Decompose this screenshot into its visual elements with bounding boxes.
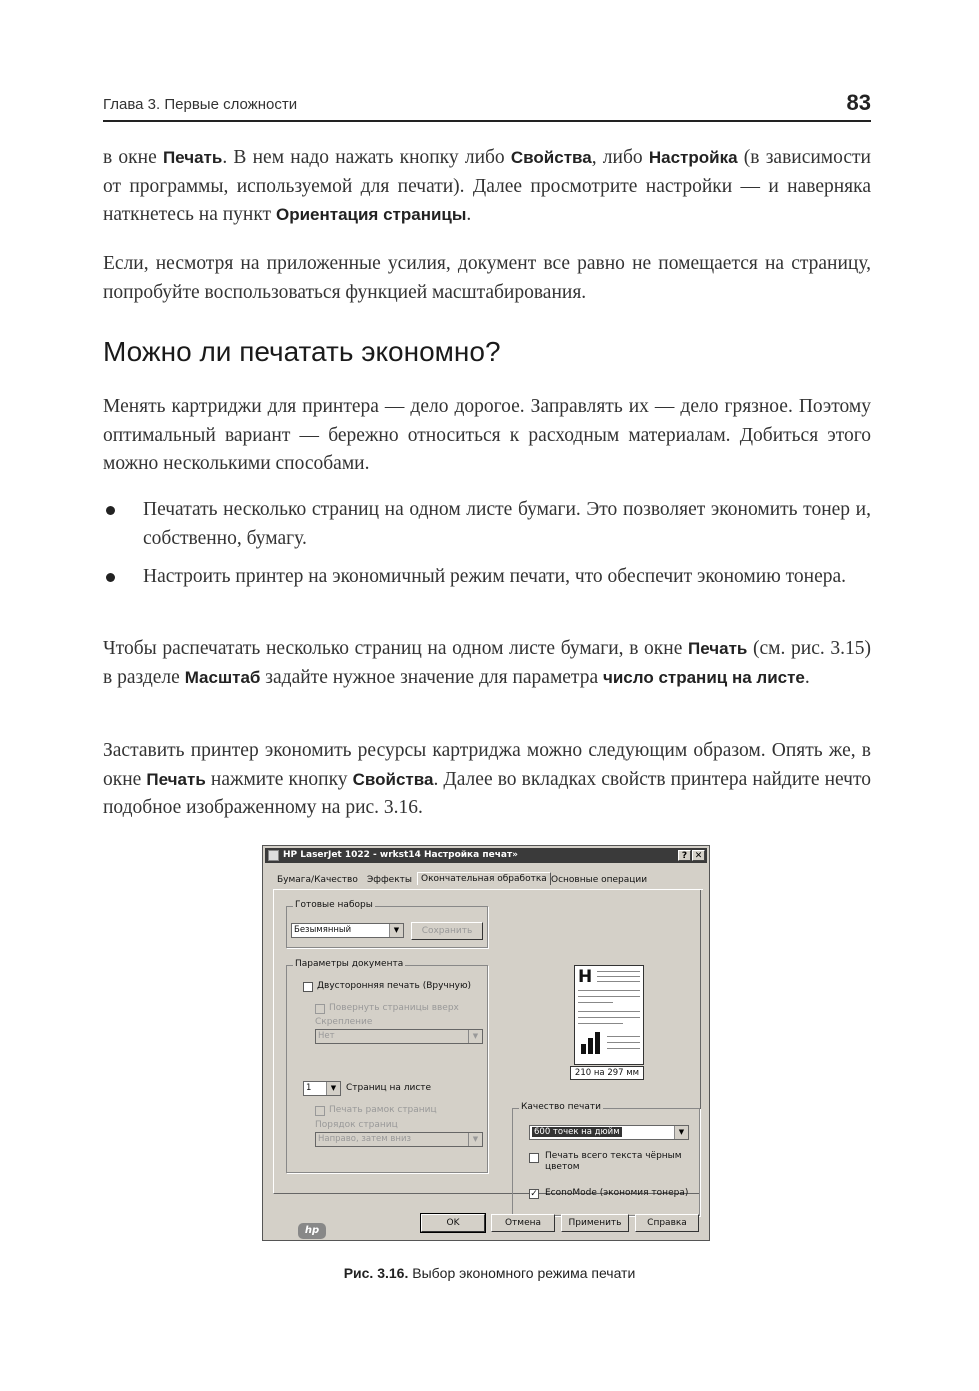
paragraph-1 [103, 144, 871, 230]
term: Свойства [352, 769, 434, 789]
print-settings-dialog [262, 845, 710, 1241]
text: . Далее во вкладках свойств принтера найдите нечто подобное изображенному на рис. 3.16. [103, 768, 871, 818]
all-text-black-label: Печать всего текста чёрным цветом [545, 1151, 682, 1172]
flip-checkbox[interactable] [315, 1004, 325, 1014]
paragraph-4 [103, 635, 871, 692]
text: в окне [103, 147, 163, 168]
term: Свойства [510, 148, 592, 167]
booklet-select[interactable] [315, 1029, 483, 1044]
caption-label: Рис. 3.16. [343, 1265, 409, 1281]
duplex-label: Двусторонняя печать (Вручную) [317, 981, 472, 991]
dialog-titlebar [265, 848, 707, 863]
preview-line [597, 976, 640, 977]
apply-button[interactable]: Применить [561, 1214, 629, 1232]
preview-line [578, 996, 640, 997]
print-quality-group [512, 1102, 700, 1216]
text: Чтобы распечатать несколько страниц на одном листе бумаги, в окне [103, 638, 688, 659]
quality-value: 600 точек на дюйм [534, 1127, 620, 1137]
dialog-title: HP LaserJet 1022 - wrkst14 Настройка печат» [283, 850, 518, 860]
term: Ориентация страницы [275, 205, 467, 224]
term: Печать [146, 769, 206, 789]
quality-select[interactable] [529, 1125, 689, 1140]
term: Печать [162, 148, 223, 167]
text: Заставить принтер экономить ресурсы картриджа можно следующим образом. Опять же, в окне [103, 740, 871, 790]
presets-value: Безымянный [294, 925, 352, 935]
text: задайте нужное значение для параметра [260, 666, 603, 688]
list-item-text: Печатать несколько страниц на одном листе бумаги. Это позволяет экономить тонер и, собственно, бумагу. [143, 499, 871, 549]
ok-button[interactable]: OK [421, 1214, 485, 1232]
preview-line [607, 1042, 640, 1043]
quality-label: Качество печати [521, 1102, 601, 1112]
page-order-select[interactable] [315, 1132, 483, 1147]
term: Масштаб [184, 667, 261, 687]
text: . В нем надо нажать кнопку либо [222, 147, 511, 168]
preview-line [578, 1002, 613, 1003]
chapter-title: Глава 3. Первые сложности [103, 96, 298, 113]
list-item [103, 563, 871, 592]
page-header [103, 92, 871, 122]
chevron-down-icon: ▼ [468, 1030, 482, 1043]
bullet-list [103, 496, 871, 602]
page-order-value: Направо, затем вниз [318, 1134, 412, 1144]
paragraph-5 [103, 737, 871, 823]
chevron-down-icon: ▼ [468, 1133, 482, 1146]
cancel-button[interactable]: Отмена [491, 1214, 555, 1232]
doc-params-label: Параметры документа [295, 959, 404, 969]
printer-icon [268, 850, 279, 861]
text: . [466, 204, 472, 225]
text: (в зависимости от программы, используемой для печати). Далее просмотрите настройки — и наверняка наткнетесь на пункт [103, 147, 871, 225]
tab-finishing[interactable]: Окончательная обработка [417, 872, 551, 885]
help-button[interactable]: Справка [635, 1214, 699, 1232]
tab-paper-quality[interactable]: Бумага/Качество [277, 875, 358, 885]
economode-checkbox[interactable]: ✓ [530, 1189, 538, 1199]
preview-bar [595, 1032, 600, 1054]
text: (см. рис. 3.15) в разделе [103, 638, 871, 688]
preview-bar [581, 1044, 586, 1054]
booklet-value: Нет [318, 1031, 335, 1041]
preview-line [597, 971, 640, 972]
preview-line [578, 1017, 640, 1018]
caption-text: Выбор экономного режима печати [408, 1265, 636, 1281]
borders-checkbox[interactable] [315, 1106, 325, 1116]
presets-label: Готовые наборы [295, 900, 373, 910]
preview-line [597, 981, 640, 982]
preview-line [578, 1011, 640, 1012]
text: , либо [591, 147, 649, 168]
preview-line [607, 1036, 640, 1037]
text: . [804, 666, 810, 688]
chevron-down-icon: ▼ [389, 924, 403, 937]
term: Печать [688, 639, 748, 658]
term: Настройка [648, 148, 738, 167]
chevron-down-icon: ▼ [674, 1126, 688, 1139]
page-number: 83 [846, 90, 871, 115]
borders-label: Печать рамок страниц [329, 1105, 437, 1115]
preview-line [578, 1023, 623, 1024]
pages-per-sheet-value: 1 [306, 1083, 312, 1093]
paragraph-3: Менять картриджи для принтера — дело дорогое. Заправлять их — дело грязное. Поэтому оптимальный вариант — бережно относиться к расходным материалам. Добиться этого можно несколькими способами. [103, 396, 871, 474]
presets-select[interactable] [291, 923, 404, 938]
tab-basics[interactable]: Основные операции [551, 875, 648, 885]
pages-per-sheet-label: Страниц на листе [346, 1083, 432, 1093]
term: число страниц на листе [602, 667, 805, 687]
all-text-black-checkbox[interactable] [529, 1153, 539, 1163]
paragraph-2: Если, несмотря на приложенные усилия, документ все равно не помещается на страницу, попробуйте воспользоваться функцией масштабирования. [103, 253, 871, 303]
duplex-checkbox[interactable] [303, 982, 313, 992]
bullet-icon [106, 573, 115, 582]
paper-size-readout: 210 на 297 мм [570, 1066, 644, 1080]
preview-heading-glyph: H [578, 967, 593, 987]
pages-per-sheet-select[interactable] [303, 1081, 341, 1096]
economode-label: EconoMode (экономия тонера) [545, 1188, 689, 1198]
preview-bar [588, 1038, 593, 1054]
hp-logo: hp [298, 1223, 326, 1239]
close-title-button[interactable]: ✕ [692, 850, 705, 861]
document-params-group [286, 959, 488, 1173]
page-preview [574, 965, 644, 1065]
list-item-text: Настроить принтер на экономичный режим печати, что обеспечит экономию тонера. [143, 566, 847, 587]
save-preset-button[interactable]: Сохранить [411, 922, 483, 940]
section-heading: Можно ли печатать экономно? [103, 336, 501, 367]
tab-effects[interactable]: Эффекты [367, 875, 412, 885]
preview-line [607, 1048, 640, 1049]
bullet-icon [106, 506, 115, 515]
presets-group [286, 900, 488, 948]
preview-line [578, 990, 640, 991]
figure-caption [0, 1265, 979, 1281]
list-item [103, 496, 871, 553]
page-order-label: Порядок страниц [315, 1120, 398, 1130]
flip-label: Повернуть страницы вверх [329, 1003, 459, 1013]
booklet-label: Скрепление [315, 1017, 373, 1027]
chevron-down-icon: ▼ [326, 1082, 340, 1095]
help-title-button[interactable]: ? [678, 850, 691, 861]
text: нажмите кнопку [205, 768, 353, 790]
